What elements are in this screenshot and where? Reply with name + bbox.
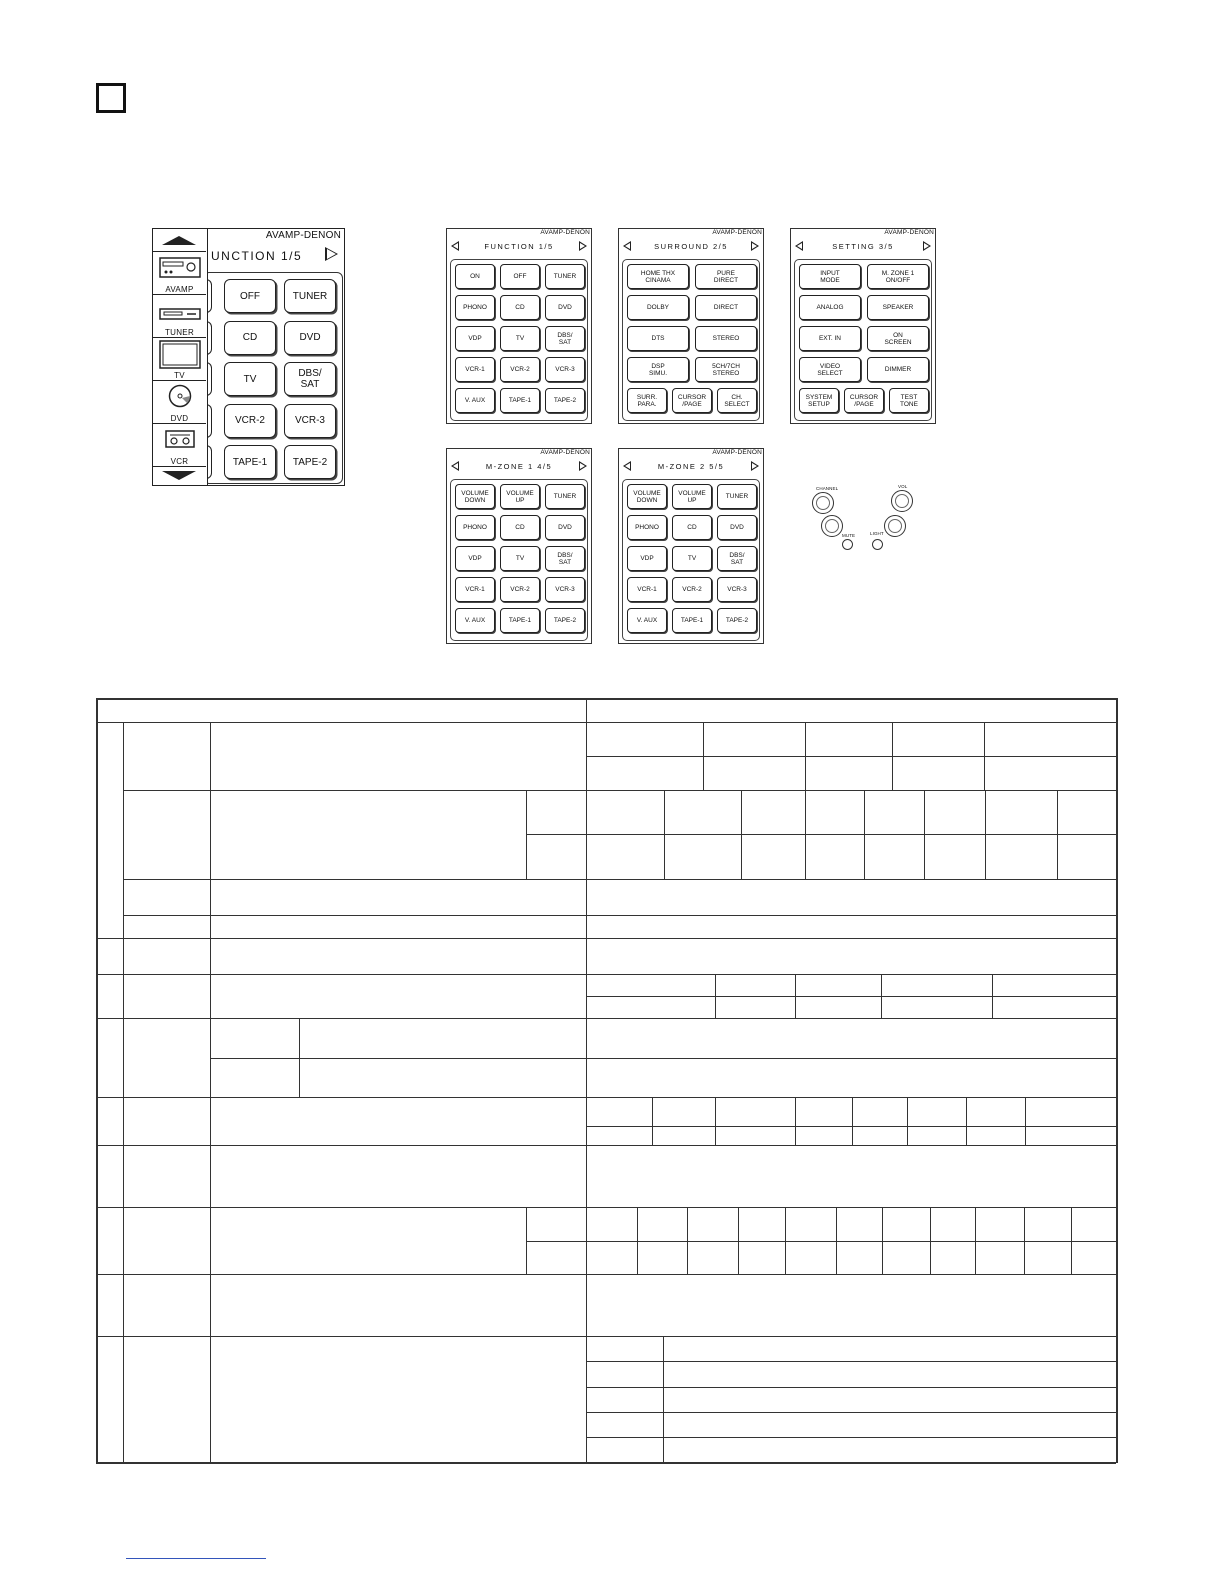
panel-button-system-setup[interactable]: SYSTEM SETUP [799, 388, 839, 413]
panel-button-tv[interactable]: TV [500, 546, 540, 571]
table-rule [907, 1097, 908, 1145]
panel-button-v-aux[interactable]: V. AUX [455, 388, 495, 413]
prev-page-arrow-icon[interactable] [795, 241, 803, 251]
table-rule [805, 790, 806, 879]
table-rule [299, 1018, 300, 1097]
amplifier-icon [159, 256, 201, 280]
mute-button[interactable] [842, 539, 853, 550]
next-page-arrow-icon[interactable] [751, 241, 759, 251]
big-panel-button-vcr-2[interactable]: VCR-2 [224, 404, 276, 438]
panel-button-tape-1[interactable]: TAPE-1 [500, 388, 540, 413]
device-vcr-label: VCR [170, 457, 189, 466]
table-rule [96, 1207, 1116, 1208]
table-rule [586, 1361, 1116, 1362]
next-page-arrow-icon[interactable] [325, 247, 338, 261]
panel-button-dvd[interactable]: DVD [717, 515, 757, 540]
scroll-down-button[interactable] [153, 467, 206, 485]
panel-brand: AVAMP-DENON [540, 449, 590, 456]
table-rule [882, 1207, 883, 1274]
table-rule [985, 790, 986, 879]
panel-button-phono[interactable]: PHONO [455, 295, 495, 320]
table-rule [96, 974, 1116, 975]
cassette-icon [165, 430, 195, 448]
panel-button-vcr-3[interactable]: VCR-3 [545, 357, 585, 382]
arrow-up-icon [162, 236, 196, 245]
table-rule [836, 1207, 837, 1274]
table-rule [586, 1412, 1116, 1413]
table-rule [741, 790, 742, 879]
device-dvd-label: DVD [170, 414, 189, 423]
table-rule [664, 790, 665, 879]
panel-button-off[interactable]: OFF [500, 264, 540, 289]
device-sidebar [152, 228, 208, 486]
table-rule [96, 1097, 1116, 1098]
panel-button-volume-up[interactable]: VOLUME UP [500, 484, 540, 509]
volume-up-knob[interactable] [891, 490, 913, 512]
panel-button-video-select[interactable]: VIDEO SELECT [799, 357, 861, 382]
panel-button-vcr-1[interactable]: VCR-1 [455, 357, 495, 382]
next-page-arrow-icon[interactable] [579, 241, 587, 251]
section-marker-box [96, 83, 126, 113]
device-tuner-label: TUNER [164, 328, 195, 337]
table-rule [123, 879, 1116, 880]
table-rule [96, 698, 1116, 700]
panel-button-tape-1[interactable]: TAPE-1 [672, 608, 712, 633]
panel-button-phono[interactable]: PHONO [455, 515, 495, 540]
panel-button-cursor-page[interactable]: CURSOR /PAGE [672, 388, 712, 413]
table-rule [652, 1097, 653, 1145]
big-panel-button-dvd[interactable]: DVD [284, 321, 336, 355]
panel-brand: AVAMP-DENON [712, 229, 762, 236]
panel-brand: AVAMP-DENON [884, 229, 934, 236]
table-rule [96, 1274, 1116, 1275]
panel-button-cd[interactable]: CD [500, 295, 540, 320]
big-panel-button-tuner[interactable]: TUNER [284, 279, 336, 313]
panel-button-dolby[interactable]: DOLBY [627, 295, 689, 320]
panel-button-grid [450, 259, 588, 421]
panel-button-grid [622, 259, 760, 421]
table-rule [738, 1207, 739, 1274]
table-rule [526, 1207, 527, 1274]
panel-button-dsp-simu[interactable]: DSP SIMU. [627, 357, 689, 382]
table-rule [975, 1207, 976, 1274]
table-rule [852, 1097, 853, 1145]
channel-label: CHANNEL [816, 486, 839, 491]
panel-button-volume-up[interactable]: VOLUME UP [672, 484, 712, 509]
table-rule [586, 1387, 1116, 1388]
table-rule [1025, 1097, 1026, 1145]
panel-button-cd[interactable]: CD [500, 515, 540, 540]
remote-panel-3 [790, 228, 936, 424]
panel-button-v-aux[interactable]: V. AUX [627, 608, 667, 633]
table-rule [123, 790, 1116, 791]
table-rule [637, 1207, 638, 1274]
table-rule [992, 974, 993, 1018]
big-panel-button-cd[interactable]: CD [224, 321, 276, 355]
big-panel-button-tape-2[interactable]: TAPE-2 [284, 445, 336, 479]
table-rule [715, 974, 716, 1018]
table-rule [526, 834, 1116, 835]
prev-page-arrow-icon[interactable] [623, 241, 631, 251]
table-rule [715, 1097, 716, 1145]
panel-button-vcr-2[interactable]: VCR-2 [500, 577, 540, 602]
table-rule [96, 1462, 1116, 1464]
panel-button-dts[interactable]: DTS [627, 326, 689, 351]
table-rule [586, 698, 587, 1462]
panel-button-5ch-7ch-stereo[interactable]: 5CH/7CH STEREO [695, 357, 757, 382]
prev-page-arrow-icon[interactable] [451, 461, 459, 471]
big-panel-button-grid [203, 272, 343, 484]
device-dvd[interactable] [153, 381, 206, 424]
table-rule [687, 1207, 688, 1274]
panel-button-vcr-2[interactable]: VCR-2 [500, 357, 540, 382]
table-rule [526, 1241, 1116, 1242]
table-rule [123, 915, 1116, 916]
panel-button-home-thx-cinama[interactable]: HOME THX CINAMA [627, 264, 689, 289]
panel-button-dbs-sat[interactable]: DBS/ SAT [545, 546, 585, 571]
panel-button-vdp[interactable]: VDP [455, 546, 495, 571]
panel-button-dimmer[interactable]: DIMMER [867, 357, 929, 382]
mute-label: MUTE [842, 533, 856, 538]
table-rule [924, 790, 925, 879]
table-rule [881, 974, 882, 1018]
remote-panel-1 [446, 228, 592, 424]
panel-button-tv[interactable]: TV [672, 546, 712, 571]
table-rule [930, 1207, 931, 1274]
table-rule [96, 1018, 1116, 1019]
remote-panel-5 [618, 448, 764, 644]
panel-button-tape-1[interactable]: TAPE-1 [500, 608, 540, 633]
table-rule [1071, 1207, 1072, 1274]
panel-button-m-zone-1-on-off[interactable]: M. ZONE 1 ON/OFF [867, 264, 929, 289]
table-rule [1057, 790, 1058, 879]
panel-button-tape-2[interactable]: TAPE-2 [717, 608, 757, 633]
panel-button-on-screen[interactable]: ON SCREEN [867, 326, 929, 351]
arrow-down-icon [162, 471, 196, 480]
next-page-arrow-icon[interactable] [579, 461, 587, 471]
remote-panel-4 [446, 448, 592, 644]
panel-button-dbs-sat[interactable]: DBS/ SAT [717, 546, 757, 571]
table-rule [1116, 698, 1118, 1463]
light-label: LIGHT [870, 531, 884, 536]
table-rule [966, 1097, 967, 1145]
panel-title: SURROUND 2/5 [654, 242, 728, 251]
table-rule [1024, 1207, 1025, 1274]
panel-button-grid [794, 259, 932, 421]
panel-button-dvd[interactable]: DVD [545, 515, 585, 540]
tuner-icon [159, 305, 201, 323]
table-rule [703, 722, 704, 790]
panel-button-volume-down[interactable]: VOLUME DOWN [455, 484, 495, 509]
footer-link-underline [126, 1558, 266, 1559]
device-tv[interactable] [153, 338, 206, 381]
panel-button-vdp[interactable]: VDP [627, 546, 667, 571]
panel-button-v-aux[interactable]: V. AUX [455, 608, 495, 633]
prev-page-arrow-icon[interactable] [623, 461, 631, 471]
panel-button-stereo[interactable]: STEREO [695, 326, 757, 351]
table-rule [795, 1097, 796, 1145]
big-panel-title: UNCTION 1/5 [211, 249, 303, 263]
panel-button-input-mode[interactable]: INPUT MODE [799, 264, 861, 289]
table-rule [210, 1058, 1116, 1059]
panel-button-vdp[interactable]: VDP [455, 326, 495, 351]
device-tv-label: TV [174, 371, 185, 380]
table-rule [785, 1207, 786, 1274]
panel-button-vcr-1[interactable]: VCR-1 [455, 577, 495, 602]
table-rule [210, 722, 211, 1462]
table-rule [795, 974, 796, 1018]
light-button[interactable] [872, 539, 883, 550]
big-panel-button-dbs-sat[interactable]: DBS/ SAT [284, 362, 336, 396]
panel-title: SETTING 3/5 [832, 242, 894, 251]
table-rule [663, 1336, 664, 1462]
table-rule [864, 790, 865, 879]
panel-button-phono[interactable]: PHONO [627, 515, 667, 540]
panel-button-surr-para[interactable]: SURR. PARA. [627, 388, 667, 413]
vol-label: VOL [898, 484, 908, 489]
big-panel-button-vcr-3[interactable]: VCR-3 [284, 404, 336, 438]
panel-button-dbs-sat[interactable]: DBS/ SAT [545, 326, 585, 351]
device-avamp[interactable] [153, 252, 206, 295]
panel-button-on[interactable]: ON [455, 264, 495, 289]
panel-button-vcr-3[interactable]: VCR-3 [545, 577, 585, 602]
panel-button-ch-select[interactable]: CH. SELECT [717, 388, 757, 413]
next-page-arrow-icon[interactable] [751, 461, 759, 471]
prev-page-arrow-icon[interactable] [451, 241, 459, 251]
panel-button-cursor-page[interactable]: CURSOR /PAGE [844, 388, 884, 413]
table-rule [123, 722, 124, 1462]
volume-down-knob[interactable] [884, 515, 906, 537]
big-panel-button-off[interactable]: OFF [224, 279, 276, 313]
table-rule [586, 996, 1116, 997]
channel-knob[interactable] [812, 492, 834, 514]
table-rule [586, 1437, 1116, 1438]
table-rule [96, 938, 1116, 939]
big-panel-brand: AVAMP-DENON [265, 230, 341, 241]
panel-button-speaker[interactable]: SPEAKER [867, 295, 929, 320]
panel-button-direct[interactable]: DIRECT [695, 295, 757, 320]
table-rule [96, 1145, 1116, 1146]
panel-button-tuner[interactable]: TUNER [717, 484, 757, 509]
panel-button-volume-down[interactable]: VOLUME DOWN [627, 484, 667, 509]
panel-title: M-ZONE 2 5/5 [657, 462, 725, 471]
panel-button-tuner[interactable]: TUNER [545, 484, 585, 509]
panel-button-cd[interactable]: CD [672, 515, 712, 540]
panel-title: FUNCTION 1/5 [484, 242, 554, 251]
panel-brand: AVAMP-DENON [712, 449, 762, 456]
panel-button-vcr-3[interactable]: VCR-3 [717, 577, 757, 602]
table-rule [805, 722, 806, 790]
panel-button-vcr-2[interactable]: VCR-2 [672, 577, 712, 602]
panel-brand: AVAMP-DENON [540, 229, 590, 236]
panel-button-test-tone[interactable]: TEST TONE [889, 388, 929, 413]
table-rule [892, 722, 893, 790]
table-rule [586, 756, 1116, 757]
panel-title: M-ZONE 1 4/5 [485, 462, 553, 471]
big-panel-button-tape-1[interactable]: TAPE-1 [224, 445, 276, 479]
table-rule [96, 1336, 1116, 1337]
remote-panel-2 [618, 228, 764, 424]
table-rule [96, 698, 98, 1462]
panel-button-analog[interactable]: ANALOG [799, 295, 861, 320]
table-rule [586, 1126, 1116, 1127]
panel-button-tape-2[interactable]: TAPE-2 [545, 388, 585, 413]
panel-button-tape-2[interactable]: TAPE-2 [545, 608, 585, 633]
table-rule [96, 722, 1116, 723]
device-vcr[interactable] [153, 424, 206, 467]
panel-button-grid [450, 479, 588, 641]
table-rule [526, 790, 527, 879]
table-rule [984, 722, 985, 790]
panel-button-vcr-1[interactable]: VCR-1 [627, 577, 667, 602]
panel-button-pure-direct[interactable]: PURE DIRECT [695, 264, 757, 289]
next-page-arrow-icon[interactable] [923, 241, 931, 251]
panel-button-dvd[interactable]: DVD [545, 295, 585, 320]
tv-icon [159, 340, 201, 370]
panel-button-grid [622, 479, 760, 641]
device-avamp-label: AVAMP [165, 285, 194, 294]
channel-down-knob[interactable] [821, 515, 843, 537]
scroll-up-button[interactable] [153, 229, 206, 252]
big-panel-button-tv[interactable]: TV [224, 362, 276, 396]
panel-button-ext-in[interactable]: EXT. IN [799, 326, 861, 351]
device-tuner[interactable] [153, 295, 206, 338]
disc-icon [168, 384, 192, 408]
panel-button-tuner[interactable]: TUNER [545, 264, 585, 289]
panel-button-tv[interactable]: TV [500, 326, 540, 351]
